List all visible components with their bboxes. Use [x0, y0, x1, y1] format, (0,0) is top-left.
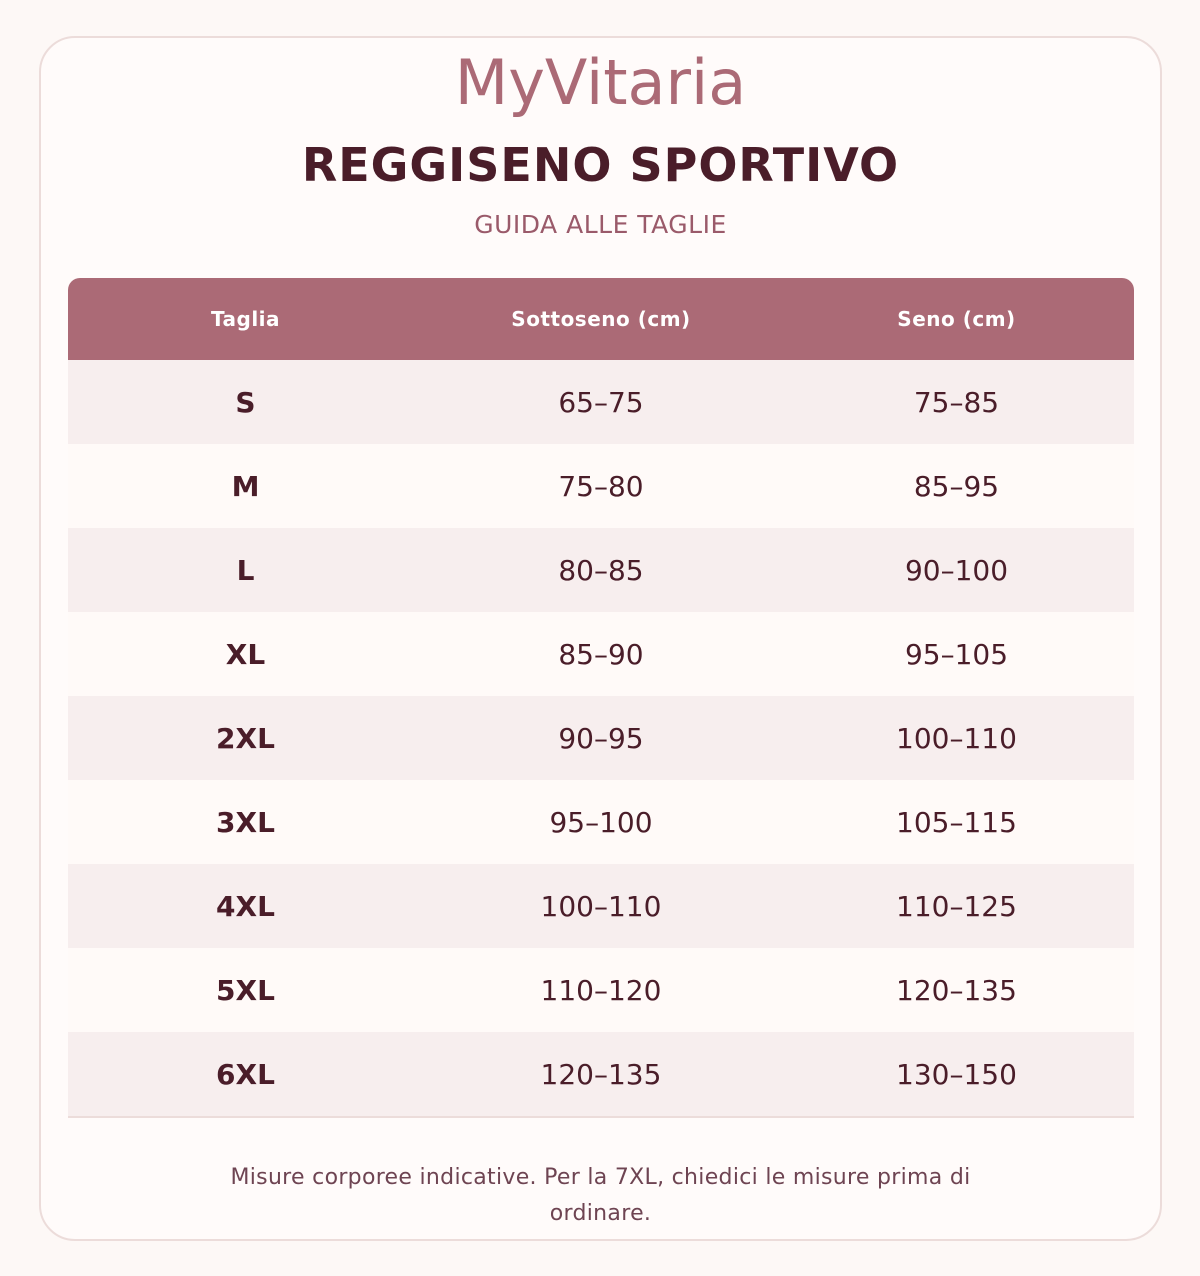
table-row: [68, 864, 1134, 948]
cell-bust: 85–95: [913, 469, 1000, 503]
size-guide-card: [39, 36, 1162, 1241]
table-divider: [68, 1116, 1134, 1118]
cell-underbust: 120–135: [540, 1057, 662, 1091]
header-underbust: Sottoseno (cm): [511, 307, 691, 331]
cell-size: XL: [225, 637, 266, 671]
cell-size: 3XL: [216, 805, 275, 839]
size-table: [68, 278, 1134, 1118]
table-row: [68, 360, 1134, 444]
cell-bust: 100–110: [896, 721, 1017, 755]
table-row: [68, 696, 1134, 780]
header-size: Taglia: [210, 307, 281, 331]
cell-bust: 95–105: [904, 637, 1009, 671]
cell-size: S: [235, 385, 256, 419]
cell-size: 4XL: [216, 889, 275, 923]
table-row: [68, 948, 1134, 1032]
table-row: [68, 612, 1134, 696]
page-title: REGGISENO SPORTIVO: [301, 138, 900, 192]
cell-underbust: 110–120: [540, 973, 662, 1007]
table-row: [68, 780, 1134, 864]
table-row: [68, 444, 1134, 528]
cell-underbust: 85–90: [558, 637, 644, 671]
cell-size: 5XL: [216, 973, 275, 1007]
cell-size: M: [231, 469, 260, 503]
table-row: [68, 1032, 1134, 1116]
cell-bust: 75–85: [913, 385, 1000, 419]
cell-size: 2XL: [216, 721, 275, 755]
cell-underbust: 80–85: [558, 553, 644, 587]
cell-bust: 110–125: [896, 889, 1017, 923]
cell-underbust: 75–80: [558, 469, 644, 503]
cell-bust: 105–115: [896, 805, 1017, 839]
table-row: [68, 528, 1134, 612]
footnote: Misure corporee indicative. Per la 7XL, chiedici le misure prima di ordinare.: [230, 1165, 971, 1226]
header-bust: Seno (cm): [897, 307, 1016, 331]
cell-underbust: 95–100: [549, 805, 653, 839]
cell-size: L: [236, 553, 255, 587]
cell-underbust: 90–95: [558, 721, 644, 755]
brand-logo: MyVitaria: [454, 46, 747, 119]
cell-bust: 130–150: [896, 1057, 1017, 1091]
cell-underbust: 65–75: [558, 385, 644, 419]
cell-size: 6XL: [216, 1057, 275, 1091]
cell-underbust: 100–110: [540, 889, 662, 923]
table-header: [68, 278, 1134, 360]
table-body: [68, 360, 1134, 1116]
page-subtitle: GUIDA ALLE TAGLIE: [474, 210, 727, 239]
cell-bust: 90–100: [904, 553, 1009, 587]
cell-bust: 120–135: [896, 973, 1017, 1007]
